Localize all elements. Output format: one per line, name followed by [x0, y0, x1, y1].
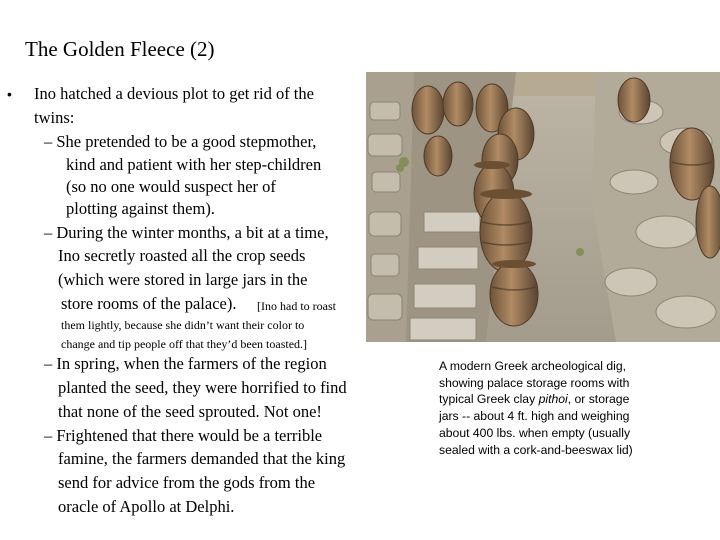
note-line: [Ino had to roast: [257, 299, 336, 313]
sub-bullet-line: – She pretended to be a good stepmother,: [44, 132, 317, 151]
body-line: store rooms of the palace).: [61, 294, 237, 313]
body-line: (so no one would suspect her of: [66, 177, 276, 196]
sub-bullet-line: – In spring, when the farmers of the region: [44, 354, 327, 373]
bullet-dot: •: [7, 86, 12, 102]
body-line: plotting against them).: [66, 199, 215, 218]
slide-title: The Golden Fleece (2): [25, 37, 215, 61]
body-line: kind and patient with her step-children: [66, 155, 322, 174]
body-line: Ino secretly roasted all the crop seeds: [58, 246, 306, 265]
body-line: famine, the farmers demanded that the king: [58, 449, 346, 468]
body-line: send for advice from the gods from the: [58, 473, 316, 492]
body-line: oracle of Apollo at Delphi.: [58, 497, 235, 516]
archaeological-dig-photo: [366, 72, 720, 342]
note-line: them lightly, because she didn’t want their color to: [61, 318, 305, 332]
sub-bullet-line: – Frightened that there would be a terrible: [44, 426, 323, 445]
body-line: (which were stored in large jars in the: [58, 270, 308, 289]
body-line: that none of the seed sprouted. Not one!: [58, 402, 322, 421]
body-line: twins:: [34, 108, 75, 127]
body-line: Ino hatched a devious plot to get rid of the: [34, 84, 314, 103]
note-line: change and tip people off that they’d been toasted.]: [61, 337, 308, 351]
body-line: planted the seed, they were horrified to find: [58, 378, 347, 397]
image-caption: A modern Greek archeological dig, showing palace storage rooms with typical Greek clay pithoi, or storage jars -- about 4 ft. high and weighing about 400 lbs. when empty (usually sealed with a cork-and-beeswax lid): [439, 359, 633, 457]
sub-bullet-line: – During the winter months, a bit at a time,: [44, 223, 329, 242]
